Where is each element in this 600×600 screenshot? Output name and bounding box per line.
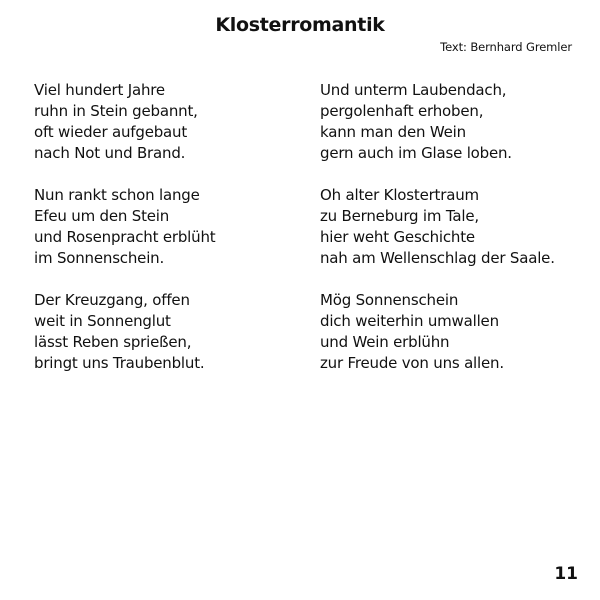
poem-column-right <box>320 80 555 395</box>
poem-title: Klosterromantik <box>215 14 385 36</box>
verse-line: Mög Sonnenschein <box>320 291 459 309</box>
verse-line: nah am Wellenschlag der Saale. <box>320 249 555 267</box>
verse-line: Viel hundert Jahre <box>34 81 165 99</box>
stanza <box>34 185 215 269</box>
verse-line: gern auch im Glase loben. <box>320 144 512 162</box>
stanza <box>320 290 555 374</box>
verse-line: und Wein erblühn <box>320 333 450 351</box>
verse-line: kann man den Wein <box>320 123 466 141</box>
verse-line: Oh alter Klostertraum <box>320 186 479 204</box>
verse-line: zur Freude von uns allen. <box>320 354 504 372</box>
stanza <box>34 80 215 164</box>
verse-line: Nun rankt schon lange <box>34 186 200 204</box>
verse-line: lässt Reben sprießen, <box>34 333 192 351</box>
verse-line: weit in Sonnenglut <box>34 312 171 330</box>
page-number: 11 <box>554 564 578 584</box>
author-credit: Text: Bernhard Gremler <box>440 40 572 54</box>
verse-line: und Rosenpracht erblüht <box>34 228 216 246</box>
verse-line: zu Berneburg im Tale, <box>320 207 479 225</box>
poem-column-left <box>34 80 215 395</box>
verse-line: Und unterm Laubendach, <box>320 81 507 99</box>
verse-line: nach Not und Brand. <box>34 144 186 162</box>
verse-line: bringt uns Traubenblut. <box>34 354 205 372</box>
verse-line: oft wieder aufgebaut <box>34 123 188 141</box>
stanza <box>34 290 215 374</box>
stanza <box>320 80 555 164</box>
verse-line: hier weht Geschichte <box>320 228 475 246</box>
verse-line: pergolenhaft erhoben, <box>320 102 484 120</box>
verse-line: im Sonnenschein. <box>34 249 165 267</box>
verse-line: ruhn in Stein gebannt, <box>34 102 198 120</box>
stanza <box>320 185 555 269</box>
verse-line: Der Kreuzgang, offen <box>34 291 190 309</box>
verse-line: Efeu um den Stein <box>34 207 170 225</box>
verse-line: dich weiterhin umwallen <box>320 312 499 330</box>
